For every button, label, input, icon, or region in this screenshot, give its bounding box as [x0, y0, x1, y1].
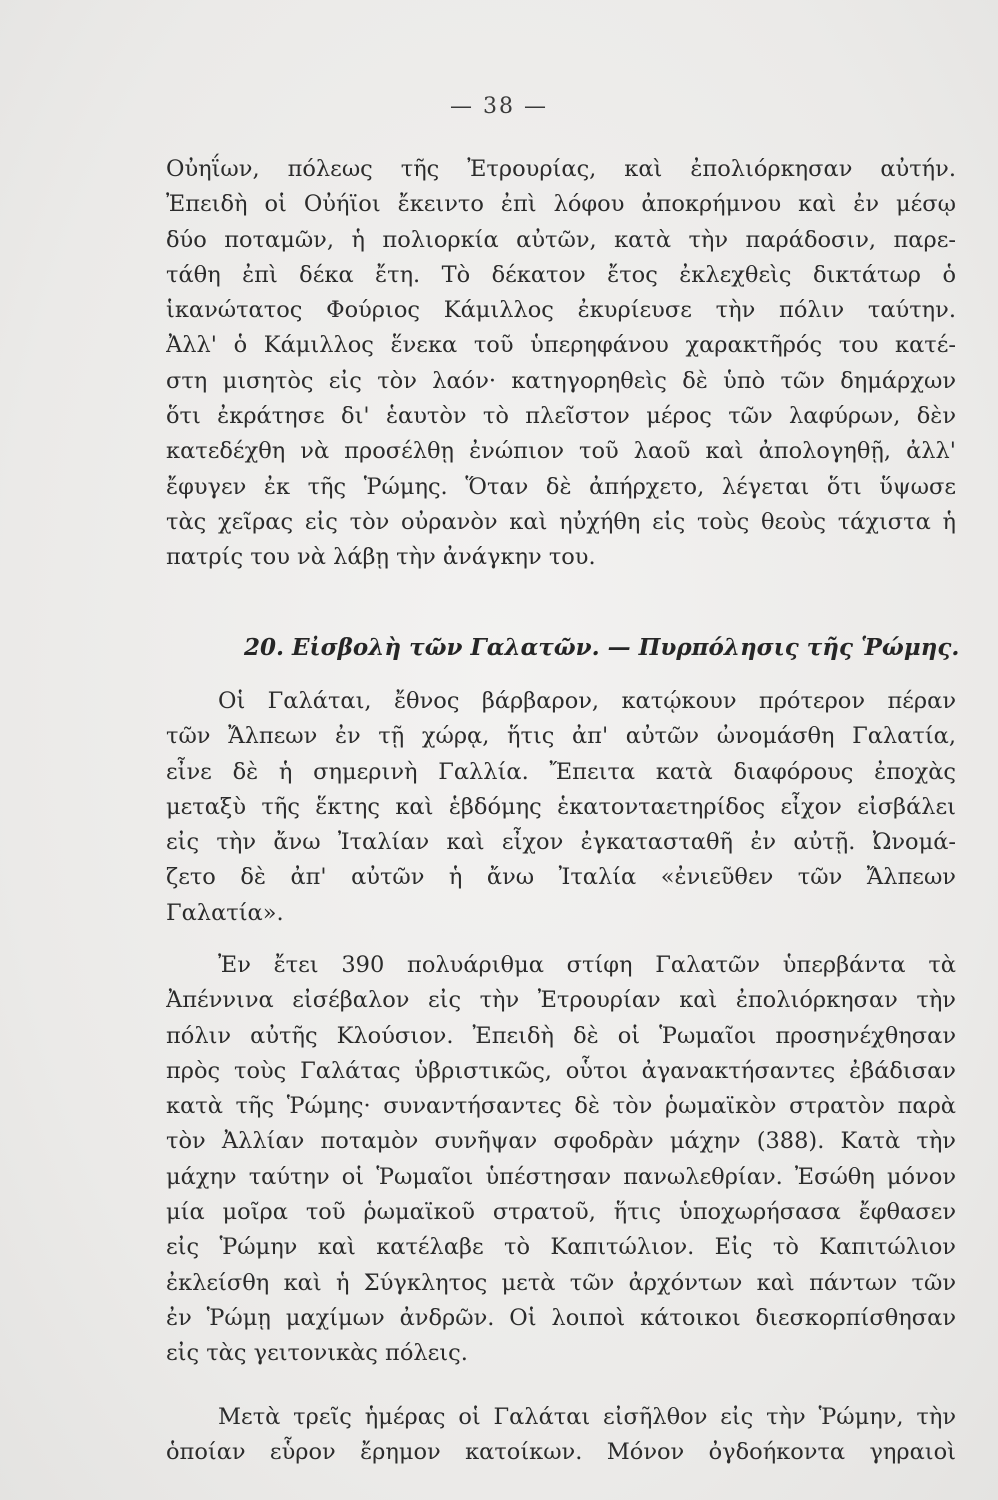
page-number: — 38 —	[450, 94, 548, 119]
paragraph-3	[166, 948, 956, 1372]
text-line: πόλιν αὐτῆς Κλούσιον. Ἐπειδὴ δὲ οἱ Ῥωμαῖοι προσηνέχθησαν	[166, 1022, 956, 1049]
text-line: τὸν Ἀλλίαν ποταμὸν συνῆψαν σφοδρὰν μάχην (388). Κατὰ τὴν	[166, 1128, 956, 1155]
paragraph-1	[166, 152, 956, 576]
text-line: Ἀλλ' ὁ Κάμιλλος ἕνεκα τοῦ ὑπερηφάνου χαρακτῆρός του κατέ-	[166, 332, 956, 359]
paragraph-2	[166, 684, 956, 931]
text-line: Οἱ Γαλάται, ἔθνος βάρβαρον, κατῴκουν πρότερον πέραν	[218, 688, 956, 714]
section-heading: 20. Εἰσβολὴ τῶν Γαλατῶν. — Πυρπόλησις τῆς Ῥώμης.	[244, 634, 960, 661]
text-line: τῶν Ἄλπεων ἐν τῇ χώρᾳ, ἥτις ἀπ' αὐτῶν ὠνομάσθη Γαλατία,	[166, 723, 956, 750]
text-line: ἐν Ῥώμῃ μαχίμων ἀνδρῶν. Οἱ λοιποὶ κάτοικοι διεσκορπίσθησαν	[166, 1304, 956, 1331]
text-line: δύο ποταμῶν, ἡ πολιορκία αὐτῶν, κατὰ τὴν παράδοσιν, παρε-	[166, 226, 956, 253]
text-line: μία μοῖρα τοῦ ῥωμαϊκοῦ στρατοῦ, ἥτις ὑποχωρήσασα ἔφθασεν	[166, 1199, 956, 1226]
text-line: μάχην ταύτην οἱ Ῥωμαῖοι ὑπέστησαν πανωλεθρίαν. Ἐσώθη μόνον	[166, 1163, 956, 1190]
text-line: ὁποίαν εὗρον ἔρημον κατοίκων. Μόνον ὀγδοήκοντα γηραιοὶ	[166, 1439, 956, 1466]
text-line: Ἐν ἔτει 390 πολυάριθμα στίφη Γαλατῶν ὑπερβάντα τὰ	[218, 952, 956, 978]
text-line: μεταξὺ τῆς ἕκτης καὶ ἑβδόμης ἑκατονταετηρίδος εἶχον εἰσβάλει	[166, 793, 956, 820]
text-line: Ἐπειδὴ οἱ Οὐήϊοι ἔκειντο ἐπὶ λόφου ἀποκρήμνου καὶ ἐν μέσῳ	[166, 191, 956, 218]
text-line: στη μισητὸς εἰς τὸν λαόν· κατηγορηθεὶς δὲ ὑπὸ τῶν δημάρχων	[166, 367, 956, 394]
text-line: τάθη ἐπὶ δέκα ἔτη. Τὸ δέκατον ἔτος ἐκλεχθεὶς δικτάτωρ ὁ	[166, 261, 956, 288]
text-line: ἐκλείσθη καὶ ἡ Σύγκλητος μετὰ τῶν ἀρχόντων καὶ πάντων τῶν	[166, 1269, 956, 1296]
text-line: Ἀπέννινα εἰσέβαλον εἰς τὴν Ἐτρουρίαν καὶ ἐπολιόρκησαν τὴν	[166, 987, 956, 1014]
text-line: Μετὰ τρεῖς ἡμέρας οἱ Γαλάται εἰσῆλθον εἰς τὴν Ῥώμην, τὴν	[218, 1404, 956, 1430]
text-line: εἰς τὰς γειτονικὰς πόλεις.	[166, 1340, 468, 1367]
text-line: πατρίς του νὰ λάβῃ τὴν ἀνάγκην του.	[166, 544, 596, 571]
text-line: ἔφυγεν ἐκ τῆς Ῥώμης. Ὅταν δὲ ἀπήρχετο, λέγεται ὅτι ὕψωσε	[166, 473, 956, 500]
text-line: Γαλατία».	[166, 899, 284, 926]
text-line: εἰς Ῥώμην καὶ κατέλαβε τὸ Καπιτώλιον. Εἰς τὸ Καπιτώλιον	[166, 1234, 956, 1261]
text-line: πρὸς τοὺς Γαλάτας ὑβριστικῶς, οὗτοι ἀγανακτήσαντες ἐβάδισαν	[166, 1057, 956, 1084]
text-line: ἱκανώτατος Φούριος Κάμιλλος ἐκυρίευσε τὴν πόλιν ταύτην.	[166, 297, 956, 324]
paragraph-4	[166, 1400, 956, 1471]
text-line: κατεδέχθη νὰ προσέλθῃ ἐνώπιον τοῦ λαοῦ καὶ ἀπολογηθῇ, ἀλλ'	[166, 438, 956, 465]
text-line: Οὐηΐων, πόλεως τῆς Ἐτρουρίας, καὶ ἐπολιόρκησαν αὐτήν.	[166, 156, 956, 182]
text-line: κατὰ τῆς Ῥώμης· συναντήσαντες δὲ τὸν ῥωμαϊκὸν στρατὸν παρὰ	[166, 1093, 956, 1120]
text-line: ζετο δὲ ἀπ' αὐτῶν ἡ ἄνω Ἰταλία «ἐνιεῦθεν τῶν Ἄλπεων	[166, 864, 956, 891]
text-line: εἶνε δὲ ἡ σημερινὴ Γαλλία. Ἔπειτα κατὰ διαφόρους ἐποχὰς	[166, 758, 956, 785]
text-line: ὅτι ἐκράτησε δι' ἑαυτὸν τὸ πλεῖστον μέρος τῶν λαφύρων, δὲν	[166, 403, 956, 430]
text-line: εἰς τὴν ἄνω Ἰταλίαν καὶ εἶχον ἐγκατασταθῆ ἐν αὐτῇ. Ὠνομά-	[166, 829, 956, 856]
text-line: τὰς χεῖρας εἰς τὸν οὐρανὸν καὶ ηὐχήθη εἰς τοὺς θεοὺς τάχιστα ἡ	[166, 508, 956, 535]
